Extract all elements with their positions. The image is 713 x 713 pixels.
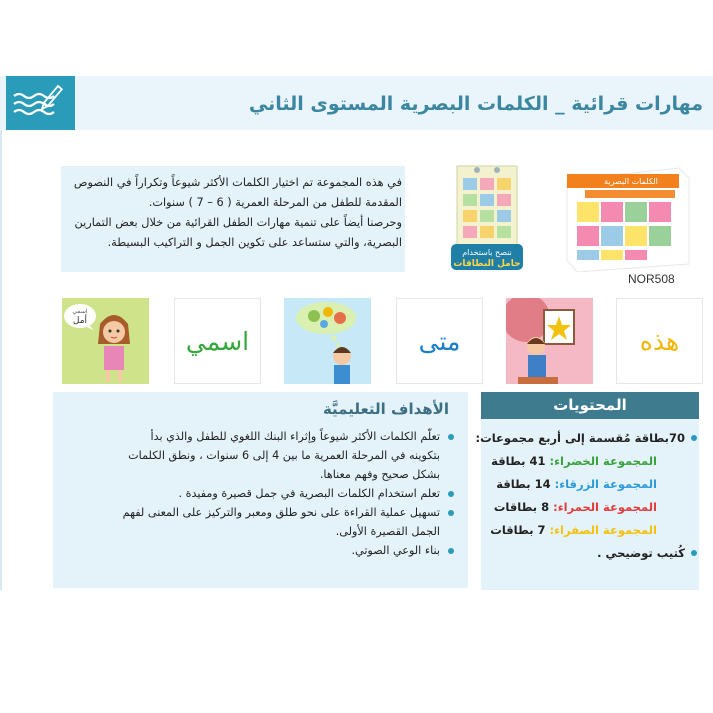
- intro-line: في هذه المجموعة تم اختيار الكلمات الأكثر شيوعاً وتكراراً في النصوص: [73, 176, 402, 189]
- goal-item: [54, 541, 454, 560]
- product-box-title: الكلمات البصرية: [604, 177, 658, 186]
- goal-line: تعلم استخدام الكلمات البصرية في جمل قصيرة ومفيدة .: [178, 487, 440, 500]
- group-name: المجموعة الزرقاء:: [554, 477, 657, 491]
- boy-thinking-illustration: [284, 298, 371, 384]
- contents-title: المحتويات: [553, 396, 627, 414]
- group-count: 7 بطاقات: [490, 523, 546, 537]
- bullet-icon: [448, 491, 454, 497]
- card-word: [616, 298, 703, 384]
- intro-text: [66, 173, 402, 253]
- frame-divider: [0, 130, 2, 590]
- card-picture-boy-painting: [506, 298, 593, 384]
- bullet-icon: [691, 550, 697, 556]
- pencil-waves-icon: [6, 76, 75, 130]
- goal-line: تسهيل عملية القراءة على نحو طلق ومعبر والتركيز على المعنى لفهم: [122, 506, 440, 519]
- bullet-icon: [448, 510, 454, 516]
- card-word-text: هذه: [639, 326, 680, 356]
- goals-title: الأهداف التعليميَّة: [322, 400, 449, 418]
- card-picture-girl: [62, 298, 149, 384]
- holder-label-top: ننصح باستخدام: [462, 248, 512, 257]
- group-count: 41 بطاقة: [491, 454, 546, 468]
- intro-line: البصرية، والتي ستساعد على تكوين الجمل و التراكيب البسيطة.: [107, 236, 402, 249]
- goal-line: بتكوينه في المرحلة العمرية ما بين 4 إلى 6 سنوات ، ونطق الكلمات: [128, 449, 440, 462]
- contents-intro-text: 70بطاقة مُقسمة إلى أربع مجموعات:: [475, 431, 685, 445]
- product-code: NOR508: [628, 272, 675, 286]
- group-count: 14 بطاقة: [496, 477, 551, 491]
- group-item-blue: [482, 473, 697, 496]
- speech-bottom-text: أمل: [72, 316, 88, 326]
- goal-line: بشكل صحيح وفهم معناها.: [319, 468, 440, 481]
- product-image: [417, 160, 697, 272]
- holder-label-bottom: حامل البطاقات: [453, 259, 521, 269]
- card-word: [396, 298, 483, 384]
- goal-item: [54, 484, 454, 503]
- bullet-icon: [691, 435, 697, 441]
- group-name: المجموعة الصفراء:: [549, 523, 657, 537]
- intro-line: المقدمة للطفل من المرحلة العمرية ( 6 – 7 ) سنوات.: [148, 196, 402, 209]
- card-word-text: اسمي: [185, 326, 250, 356]
- goals-list: [54, 427, 454, 560]
- group-item-red: [482, 496, 697, 519]
- group-item-yellow: [482, 519, 697, 542]
- goal-item: [54, 503, 454, 541]
- group-name: المجموعة الخضراء:: [549, 454, 657, 468]
- group-count: 8 بطاقات: [493, 500, 550, 514]
- card-word: [174, 298, 261, 384]
- bullet-icon: [448, 434, 454, 440]
- goal-line: تعلّم الكلمات الأكثر شيوعاً وإثراء البنك اللغوي للطفل والذي بدأ: [150, 430, 440, 443]
- card-holder-illustration: [457, 166, 517, 248]
- intro-line: وحرصنا أيضاً على تنمية مهارات الطفل القرائية من خلال بعض التمارين: [74, 216, 402, 229]
- page-title: مهارات قرائية _ الكلمات البصرية المستوى الثاني: [248, 93, 703, 115]
- speech-top-text: اسمي: [72, 308, 88, 315]
- goal-line: بناء الوعي الصوتي.: [351, 544, 440, 557]
- card-picture-boy-thinking: [284, 298, 371, 384]
- contents-booklet: [482, 542, 697, 565]
- goal-item: [54, 427, 454, 484]
- goal-line: الجمل القصيرة الأولى.: [335, 525, 440, 538]
- contents-intro: [475, 427, 697, 450]
- booklet-text: كُتيب توضيحي .: [597, 546, 685, 560]
- bullet-icon: [448, 548, 454, 554]
- boy-painting-illustration: [506, 298, 593, 384]
- girl-speech-illustration: [62, 298, 149, 384]
- card-word-text: متى: [418, 326, 461, 356]
- group-name: المجموعة الحمراء:: [553, 500, 657, 514]
- header-logo: [6, 76, 75, 130]
- contents-list: [475, 427, 697, 565]
- group-item-green: [482, 450, 697, 473]
